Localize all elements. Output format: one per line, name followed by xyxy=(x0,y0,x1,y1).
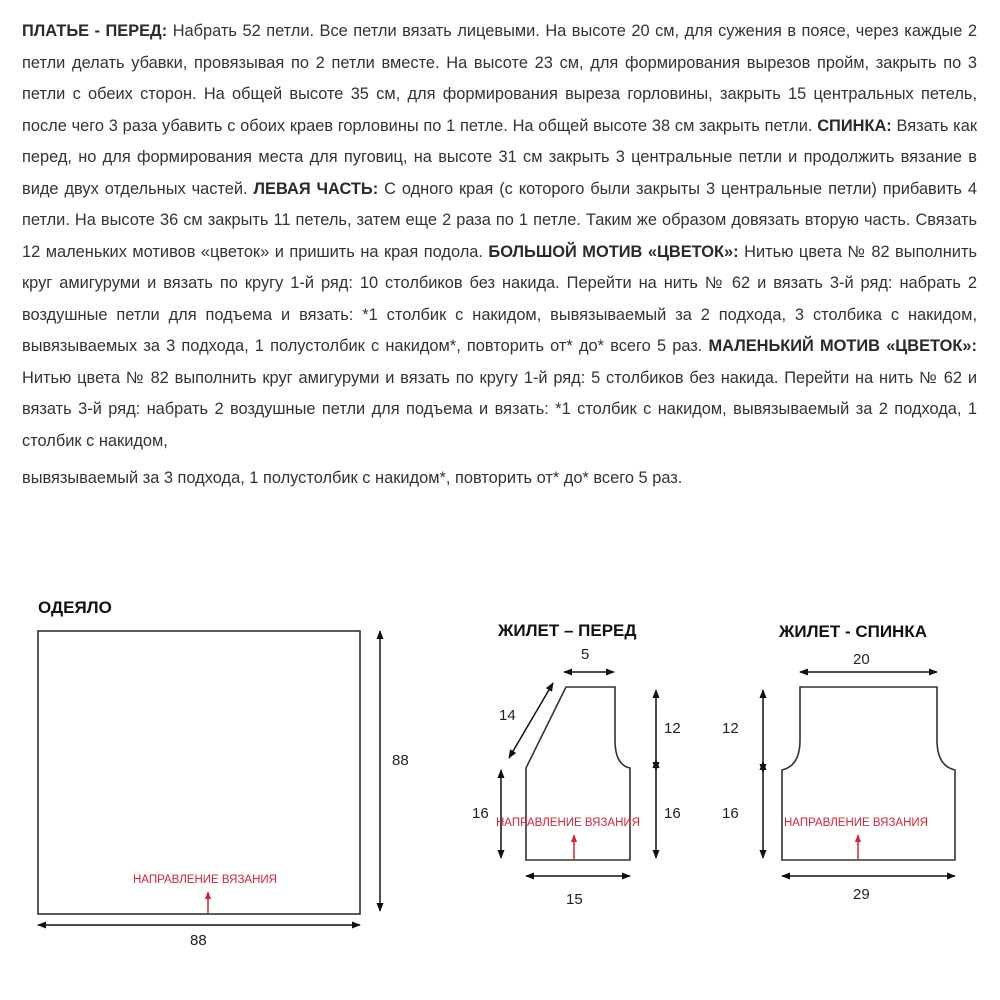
instruction-text: Нитью цвета № 82 выполнить круг амигуруми и вязать по кругу 1-й ряд: 10 столбиков без накида. Перейти на нить № 62 и вязать 3-й ряд: набрать 2 воздушные петли для подъема и вязать: *1 столбик с накидом, вывязываемый за 2 подхода, 3 столбика с накидом, вывязываемых за 3 подхода, 1 полустолбик с накидом*, повторить от* до* всего 5 раз. xyxy=(22,242,977,355)
vest-front-direction-label: НАПРАВЛЕНИЕ ВЯЗАНИЯ xyxy=(496,817,640,829)
vest-back-direction-label: НАПРАВЛЕНИЕ ВЯЗАНИЯ xyxy=(784,817,928,829)
blanket-width-label: 88 xyxy=(190,932,207,949)
instruction-text: Нитью цвета № 82 выполнить круг амигуруми и вязать по кругу 1-й ряд: 5 столбиков без накида. Перейти на нить № 62 и вязать 3-й ряд: набрать 2 воздушные петли для подъема и вязать: *1 столбик с накидом, вывязываемый за 2 подхода, 1 столбик с накидом, xyxy=(22,368,977,450)
instruction-text: С одного края (с которого были закрыты 3 центральные петли) прибавить 4 петли. На высоте 36 см закрыть 11 петель, затем еще 2 раза по 1 петле. Таким же образом довязать вторую часть. Связать 12 маленьких мотивов «цветок» и пришить на края подола. xyxy=(22,179,978,261)
vest-front-top-label: 5 xyxy=(581,646,590,663)
vest-back-bottom-label: 29 xyxy=(853,886,870,903)
vest-front-diagram xyxy=(472,621,681,908)
vest-front-outline xyxy=(526,687,630,860)
vest-back-armhole-label: 12 xyxy=(722,720,739,737)
vest-front-right-height-label: 16 xyxy=(664,805,681,822)
vest-front-left-height-label: 16 xyxy=(472,805,489,822)
vest-back-diagram xyxy=(722,622,955,903)
blanket-outline xyxy=(38,631,360,914)
vest-back-top-label: 20 xyxy=(853,651,870,668)
blanket-direction-label: НАПРАВЛЕНИЕ ВЯЗАНИЯ xyxy=(133,874,277,886)
blanket-height-label: 88 xyxy=(392,752,409,769)
vest-front-bottom-label: 15 xyxy=(566,891,583,908)
vest-front-title: ЖИЛЕТ – ПЕРЕД xyxy=(498,621,637,640)
instructions-last-line: вывязываемый за 3 подхода, 1 полустолбик с накидом*, повторить от* до* всего 5 раз. xyxy=(22,469,683,487)
vest-back-outline xyxy=(782,687,955,860)
vest-back-height-label: 16 xyxy=(722,805,739,822)
instruction-text: Набрать 52 петли. Все петли вязать лицевыми. На высоте 20 см, для сужения в поясе, через каждые 2 петли делать убавки, провязывая по 2 петли вместе. На высоте 23 см, для формирования вырезов пройм, закрыть по 3 петли с обеих сторон. На общей высоте 35 см, для формирования выреза горловины, закрыть 15 центральных петель, после чего 3 раза убавить с обоих краев горловины по 1 петле. На общей высоте 38 см закрыть петли. xyxy=(22,22,977,135)
section-heading: БОЛЬШОЙ МОТИВ «ЦВЕТОК»: xyxy=(488,242,739,261)
vest-front-slant-label: 14 xyxy=(499,707,516,724)
vest-front-armhole-label: 12 xyxy=(664,720,681,737)
vest-back-title: ЖИЛЕТ - СПИНКА xyxy=(779,622,927,641)
section-heading: СПИНКА: xyxy=(817,116,892,135)
section-heading: МАЛЕНЬКИЙ МОТИВ «ЦВЕТОК»: xyxy=(708,337,977,355)
blanket-title: ОДЕЯЛО xyxy=(38,598,112,617)
section-heading: ЛЕВАЯ ЧАСТЬ: xyxy=(253,179,379,198)
blanket-diagram xyxy=(38,598,409,949)
instruction-text: Вязать как перед, но для формирования места для пуговиц, на высоте 31 см закрыть 3 центральные петли и продолжить вязание в виде двух отдельных частей. xyxy=(22,116,977,198)
section-heading: ПЛАТЬЕ - ПЕРЕД: xyxy=(22,22,168,40)
